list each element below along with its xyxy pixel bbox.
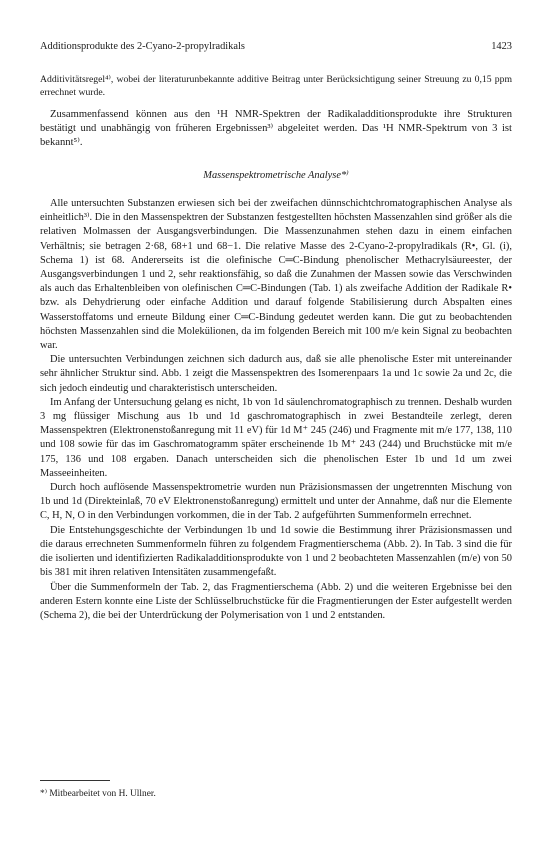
footnote: *⁾ Mitbearbeitet von H. Ullner. — [40, 789, 156, 799]
section-heading: Massenspektrometrische Analyse*⁾ — [203, 169, 349, 181]
paragraph-fragmentation: Die Entstehungsgeschichte der Verbindungen 1b und 1d sowie die Bestimmung ihrer Präzisionsmassen und die daraus errechneten Summenformeln führen zu folgendem Fragmentierschema (Abb. 2). In Tab. 3 sind die für die isolierten und identifizierten Radikaladditionsprodukte von 1 und 2 beobachteten Massenzahlen (m/e) von 50 bis 381 mit ihren relativen Intensitäten zusammengefaßt. — [40, 524, 512, 579]
paragraph-key-fragments: Über die Summenformeln der Tab. 2, das Fragmentierschema (Abb. 2) und die weiteren Ergebnisse bei den anderen Estern konnte eine Liste der Schlüsselbruchstücke für die Fragmentierungen der Ester aufgestellt werden (Schema 2), die bei der Unterdrückung der Polymerisation von 1 und 2 entstanden. — [40, 581, 512, 621]
paragraph-analysis: Alle untersuchten Substanzen erwiesen sich bei der zweifachen dünnschichtchromatographischen Analyse als einheitlich³⁾. Die in den Massenspektren der Substanzen festgestellten höchsten Massenzahlen sind größer als die relativen Molmassen der Ausgangsverbindungen. Die Massenzunahmen stehen dazu in einem einfachen Verhältnis; sie betragen 2·68, 68+1 und 68−1. Die relative Masse des 2-Cyano-2-propylradikals (R•, Gl. (i), Schema 1) ist 68. Andererseits ist die olefinische C═C-Bindung phenolischer Methacrylsäureester, der Ausgangsverbindungen 1 und 2, sehr reaktionsfähig, so daß die Zunahmen der Massen sowie das Verschwinden als auch das Erhaltenbleiben von olefinischen C═C-Bindungen (Tab. 1) als zweifache Addition der Radikale R• bzw. als Dehydrierung oder einfache Addition und darauf folgende Stabilisierung durch Abspalten eines Wasserstoffatoms und erneute Bildung einer C═C-Bindung gedeutet werden kann. Die gut zu beobachtenden höchsten Massenzahlen sind die Molekülionen, da im folgenden Bereich mit 100 m/e kein Signal zu beobachten war. — [40, 198, 512, 352]
running-title: Additionsprodukte des 2-Cyano-2-propylradikals — [40, 41, 245, 52]
paragraph-additivity: Additivitätsregel⁴⁾, wobei der literaturunbekannte additive Beitrag unter Berücksichtigung seiner Streuung zu 0,15 ppm errechnet wurde. — [40, 74, 512, 98]
article-body — [40, 74, 512, 623]
paragraph-separation: Im Anfang der Untersuchung gelang es nicht, 1b von 1d säulenchromatographisch zu trennen. Deshalb wurden 3 mg flüssiger Mischung aus 1b und 1d gaschromatographisch in zwei Bestandteile zerlegt, deren Massenspektren (Elektronenstoßanregung mit 11 eV) für 1d M⁺ 245 (246) und Fragmente mit m/e 177, 138, 110 und 108 sowie für das im Gaschromatogramm später erscheinende 1b M⁺ 243 (244) und Bruchstücke mit m/e 175, 136 und 108 ergaben. Danach unterscheiden sich die phenolischen Ester 1b und 1d um zwei Masseeinheiten. — [40, 396, 512, 479]
paragraph-compounds: Die untersuchten Verbindungen zeichnen sich dadurch aus, daß sie alle phenolische Ester mit untereinander sehr ähnlicher Struktur sind. Abb. 1 zeigt die Massenspektren des Isomerenpaars 1a und 1c sowie 2a und 2c, die sich jedoch eindeutig und charakteristisch unterscheiden. — [40, 354, 512, 394]
page-header — [40, 41, 512, 53]
paragraph-summary: Zusammenfassend können aus den ¹H NMR-Spektren der Radikaladditionsprodukte ihre Strukturen bestätigt und unabhängig von früheren Ergebnissen³⁾ abgeleitet werden. Das ¹H NMR-Spektrum von 3 ist bekannt⁵⁾. — [40, 108, 512, 149]
footnote-rule — [40, 780, 110, 781]
paragraph-precision-masses: Durch hoch auflösende Massenspektrometrie wurden nun Präzisionsmassen der ungetrennten Mischung von 1b und 1d (Direkteinlaß, 70 eV Elektronenstoßanregung) ermittelt und unter der Annahme, daß nur die Elemente C, H, N, O in den Verbindungen vorkommen, die in der Tab. 2 aufgeführten Summenformeln errechnet. — [40, 482, 512, 522]
page-number: 1423 — [491, 41, 512, 52]
